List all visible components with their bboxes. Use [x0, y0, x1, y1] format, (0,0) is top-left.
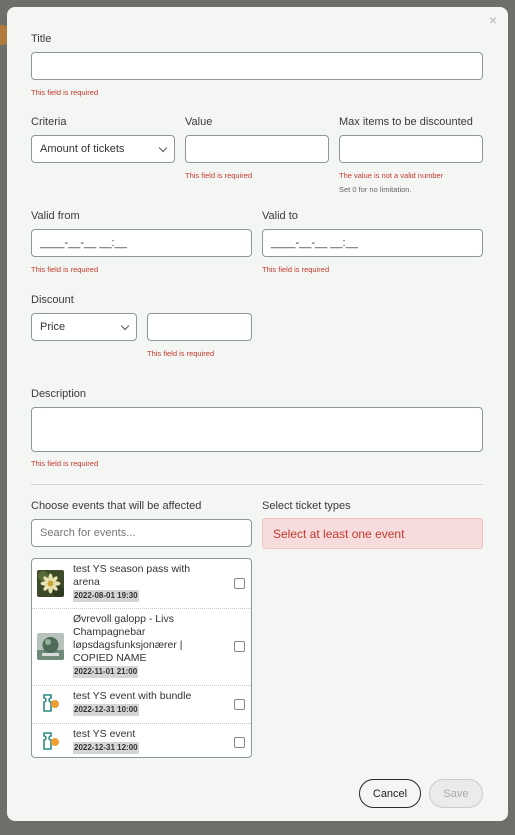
discount-modal	[7, 7, 508, 821]
value-error: This field is required	[185, 171, 253, 180]
event-item[interactable]	[32, 686, 251, 724]
discount-label: Discount	[31, 294, 74, 306]
title-input[interactable]	[31, 52, 483, 80]
discount-type-select[interactable]	[31, 313, 137, 341]
discount-type-selected-value: Price	[40, 321, 66, 333]
value-label: Value	[185, 116, 213, 128]
value-input[interactable]	[185, 135, 329, 163]
criteria-select[interactable]	[31, 135, 175, 163]
discount-value-input[interactable]	[147, 313, 252, 341]
chevron-down-icon	[121, 321, 129, 329]
event-checkbox[interactable]	[234, 578, 245, 589]
description-error: This field is required	[31, 459, 99, 468]
ticket-types-label: Select ticket types	[262, 500, 351, 512]
event-name: test YS event	[73, 728, 136, 740]
ticket-icon	[40, 692, 60, 714]
event-list	[31, 558, 252, 758]
event-item[interactable]	[32, 609, 251, 686]
max-items-label: Max items to be discounted	[339, 116, 473, 128]
valid-from-input[interactable]	[31, 229, 252, 257]
max-items-hint: Set 0 for no limitation.	[339, 185, 412, 194]
valid-from-mask: ____-__-__ __:__	[40, 237, 127, 249]
max-items-input[interactable]	[339, 135, 483, 163]
description-label: Description	[31, 388, 87, 400]
save-button[interactable]: Save	[429, 779, 483, 808]
criteria-label: Criteria	[31, 116, 67, 128]
event-checkbox[interactable]	[234, 699, 245, 710]
flower-photo-icon	[37, 570, 64, 597]
title-error: This field is required	[31, 88, 99, 97]
event-item[interactable]	[32, 559, 251, 609]
description-textarea[interactable]	[31, 407, 483, 452]
close-icon[interactable]: ×	[488, 12, 498, 28]
valid-from-error: This field is required	[31, 265, 99, 274]
valid-to-mask: ____-__-__ __:__	[271, 237, 358, 249]
section-divider	[31, 484, 483, 485]
discount-error: This field is required	[147, 349, 215, 358]
events-label: Choose events that will be affected	[31, 500, 202, 512]
event-item[interactable]	[32, 724, 251, 758]
event-date: 2022-08-01 19:30	[74, 591, 138, 600]
valid-to-error: This field is required	[262, 265, 330, 274]
ball-photo-icon	[37, 633, 64, 660]
event-checkbox[interactable]	[234, 737, 245, 748]
title-label: Title	[31, 33, 52, 45]
event-date: 2022-11-01 21:00	[74, 667, 138, 676]
valid-from-label: Valid from	[31, 210, 80, 222]
ticket-types-alert: Select at least one event	[262, 518, 483, 549]
cancel-button[interactable]: Cancel	[359, 779, 421, 808]
ticket-icon	[40, 730, 60, 752]
event-date: 2022-12-31 12:00	[74, 743, 138, 752]
event-checkbox[interactable]	[234, 641, 245, 652]
max-items-error: The value is not a valid number	[339, 171, 444, 180]
events-search-input[interactable]	[31, 519, 252, 547]
chevron-down-icon	[159, 143, 167, 151]
valid-to-input[interactable]	[262, 229, 483, 257]
criteria-selected-value: Amount of tickets	[40, 143, 125, 155]
event-name: test YS season pass with arena	[73, 563, 191, 588]
valid-to-label: Valid to	[262, 210, 298, 222]
event-name: test YS event with bundle	[73, 690, 192, 702]
event-name: Øvrevoll galopp - Livs Champagnebar løpsdagsfunksjonærer | COPIED NAME	[73, 613, 183, 664]
event-date: 2022-12-31 10:00	[74, 705, 138, 714]
